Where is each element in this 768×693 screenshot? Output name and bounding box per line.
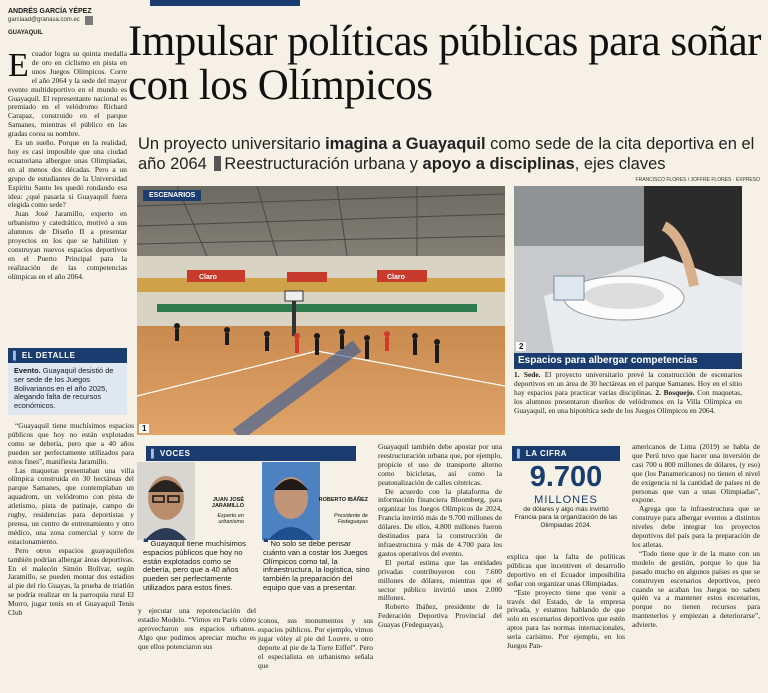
headline: Impulsar políticas públicas para soñar con los Olímpicos bbox=[128, 18, 761, 109]
subhead-part1: Un proyecto universitario bbox=[138, 135, 326, 153]
paragraph: “Guayaquil tiene muchísimos espacios públicos que hoy no están explotados como se debería, pero que a 40 años pueden ser perfectamente utilizados para estos fines”, manifiesta Jaramillo. bbox=[8, 421, 134, 466]
subhead-bold2: apoyo a disciplinas bbox=[422, 155, 575, 173]
paragraph: Las maquetas presentaban una villa olímpica construida en 30 hectáreas del parque Samanes, que contemplaban un aquadrom, un velódromo con pista de atletismo, pista de patinaje, campo de rugby, residencias para deportistas y prensa, un centro de entrenamiento y otro médico, una zona comercial y torre de estacionamiento. bbox=[8, 465, 134, 546]
court-banner: Claro bbox=[199, 274, 217, 281]
paragraph: americanos de Lima (2019) se habla de que Perú tuvo que hacer una inversión de casi 700 u 800 millones de dólares, (y eso) que (los Panamericanos) no tienen el nivel de exigencia ni la cantidad de países ni de personas que van a unas Olimpiadas”, expone. bbox=[632, 442, 760, 505]
article-col5 bbox=[507, 553, 625, 651]
caption-n2: 2. Bosquejo. bbox=[655, 387, 695, 397]
voice-quote bbox=[263, 540, 371, 593]
paragraph: cuador logra su quinta medalla de oro en ciclismo en pista en unos Juegos Olímpicos. Corre el año 2064 y la sede del mayor evento multideportivo en el mundo es Guayaquil. El representante nacional es premiado en el velódromo Richard Carapaz, construido en el parque Samanes, mientras el público en las gradas corea su nombre. bbox=[8, 49, 127, 139]
voice-role: Presidente de Fedeguayas bbox=[334, 513, 368, 525]
article-col1b bbox=[8, 422, 134, 618]
detalle-text: Guayaquil desistió de ser sede de los Juegos Bolivarianos en el año 2025, alegando falta de recursos económicos. bbox=[14, 366, 114, 411]
paragraph: “Este proyecto tiene que venir a través del Estado, de la empresa privada, y estamos hablando de que solo en escenarios deportivos que estén aptos para las normas internacionales, sería carísimo. Por ejemplo, en los Juegos Pan- bbox=[507, 587, 625, 651]
cifra-number: 9.700 bbox=[529, 461, 603, 493]
photo-number: 2 bbox=[516, 342, 526, 351]
portrait-image bbox=[137, 462, 195, 540]
paragraph: De acuerdo con la plataforma de información financiera Bloomberg, para organizar los Juegos Olímpicos de 2024, Francia invirtió más de 9.700 millones de dólares. De ellos, 4.800 millones fueron destinados para la construcción de infraestructura y más de 4.700 para los gastos operativos del evento. bbox=[378, 486, 502, 558]
cifra-box bbox=[512, 446, 620, 530]
voice-name: JUAN JOSÉ JARAMILLO bbox=[211, 497, 244, 509]
paragraph: El portal estima que las entidades privadas contribuyeron con 7.600 millones de dólares, mientras que el sector público invirtió unos 2.000 millones. bbox=[378, 557, 502, 603]
quote-icon: ❝ bbox=[263, 538, 269, 549]
caption-body bbox=[514, 371, 742, 416]
paragraph: “Todo tiene que ir de la mano con un modelo de gestión, porque lo que ha pasado mucho en algunos países es que se construyen escenarios deportivos, pero cuando se acaban los Juegos no saben quién va a mantener estos escenarios, porque no tienen recursos para mantenerlos y empiezan a deteriorarse”, advierte. bbox=[632, 548, 760, 630]
voces-box bbox=[146, 446, 366, 461]
photo-label: ESCENARIOS bbox=[143, 190, 201, 201]
caption-n1: 1. Sede. bbox=[514, 370, 541, 379]
paragraph: Guayaquil también debe apostar por una reestructuración urbana que, por ejemplo, propicie el uso de transporte alterno como bicicletas, así como la peatonalización de calles céntricas. bbox=[378, 442, 502, 487]
paragraph: Pero otros espacios guayaquileños también podrían albergar áreas deportivas. En el malecón Simón Bolívar, según Jaramillo, se pueden montar dos estadios al pie del río Guayas, la prueba de triatlón se podría realizar en la parroquia rural El Morro, jugar tenis en el Guayaquil Tenis Club bbox=[8, 545, 134, 618]
photo-stadium bbox=[137, 186, 505, 435]
subhead-part3: Reestructuración urbana y bbox=[224, 155, 423, 173]
detalle-lead: Evento. bbox=[14, 366, 41, 375]
paragraph: explica que la falta de políticas públicas que incentiven el desarrollo deportivo en el Ecuador imposibilita soñar con organizar unas Olimpiadas. bbox=[507, 552, 625, 588]
article-col4 bbox=[378, 443, 502, 630]
byline-author: ANDRÉS GARCÍA YÉPEZ bbox=[8, 8, 92, 15]
dropcap: E bbox=[8, 47, 29, 84]
subhead-bold1: imagina a Guayaquil bbox=[325, 135, 486, 153]
portrait-image bbox=[262, 462, 320, 540]
quote-text: No solo se debe pensar cuánto van a costar los Juegos Olímpicos como tal, la infraestructura, la logística, sino también la preparación del equipo que vas a presentar. bbox=[263, 539, 370, 592]
voice-role: Experto en urbanismo bbox=[217, 513, 244, 525]
photo-credit: FRANCISCO FLORES / JOFFRE FLORES · EXPRESO bbox=[635, 177, 760, 183]
stadium-image bbox=[137, 186, 505, 435]
model-image bbox=[514, 186, 742, 353]
cifra-unit: MILLONES bbox=[534, 494, 598, 506]
paragraph: Agrega que la infraestructura que se construye para albergar eventos a distintos niveles debe integrar los proyectos deportivos del país para la preparación de los atletas. bbox=[632, 504, 760, 549]
photo-model bbox=[514, 186, 742, 353]
paragraph: Juan José Jaramillo, experto en urbanismo y catedrático, motivó a sus alumnos de Diseño II a presentar proyectos en los que se habiliten y construyan nuevos espacios deportivos en el Puerto Principal para la realización de las competencias olímpicas en el año 2064. bbox=[8, 209, 127, 281]
court-banner: Claro bbox=[387, 274, 405, 281]
top-strip bbox=[150, 0, 300, 6]
article-col6 bbox=[632, 443, 760, 630]
email-icon bbox=[85, 16, 93, 25]
article-col1 bbox=[8, 47, 127, 282]
photo-number: 1 bbox=[139, 424, 149, 433]
subhead-part2: como sede de la cita deportiva en el año 2064 bbox=[138, 135, 755, 173]
voice-quote bbox=[143, 540, 260, 593]
caption-title: Espacios para albergar competencias bbox=[514, 353, 742, 369]
article-col3 bbox=[258, 617, 373, 670]
cifra-desc: de dólares y algo más invirtió Francia para la organización de las Olimpiadas 2024. bbox=[514, 506, 618, 529]
detalle-body bbox=[8, 363, 127, 415]
avatar-jaramillo bbox=[137, 462, 195, 540]
subhead-separator bbox=[214, 156, 221, 171]
detalle-heading: ▌ EL DETALLE bbox=[8, 348, 127, 363]
paragraph: Es un sueño. Porque en la realidad, hoy es casi imposible que una ciudad ecuatoriana albergue unas Olimpiadas, en al menos dos décadas. Pero a un grupo de estudiantes de la Universidad Espíritu Santo les quedó rondando esa idea: ¿qué pasaría si Guayaquil fuera elegida como sede? bbox=[8, 138, 127, 210]
subhead-part4: , ejes claves bbox=[574, 155, 666, 173]
voice-name: ROBERTO IBÁÑEZ bbox=[318, 497, 368, 503]
paragraph: íconos, sus monumentos y sus espacios públicos. Por ejemplo, vimos jugar vóley al pie del Louvre, u otro deporte al pie de la Torre Eiffel”. Pero el especialista en urbanismo señala que bbox=[258, 616, 373, 670]
byline-email: garciaad@granasa.com.ec bbox=[8, 17, 80, 23]
article-col2 bbox=[138, 607, 256, 652]
paragraph: y ejecutar una repotenciación del estadio Modelo. “Vimos en París cómo aprovecharon sus espacios urbanos. Algo que pudimos apreciar mucho es que ellos potenciaron sus bbox=[138, 606, 256, 651]
cifra-heading: ▌ LA CIFRA bbox=[512, 446, 620, 461]
voces-heading: ▌ VOCES bbox=[146, 446, 356, 461]
detalle-box bbox=[8, 348, 127, 415]
caption-t1: El proyecto universitario prevé la construcción de escenarios deportivos en un área de 30 hectáreas en el parque Samanes. Hoy en el sitio hay espacios para practicar varias disciplinas. bbox=[514, 370, 742, 397]
subhead bbox=[138, 134, 763, 174]
avatar-ibanez bbox=[262, 462, 320, 540]
paragraph: Roberto Ibáñez, presidente de la Federación Deportiva Provincial del Guayas (Fedeguayas), bbox=[378, 602, 502, 630]
quote-icon: ❝ bbox=[143, 538, 149, 549]
byline-city: GUAYAQUIL bbox=[8, 30, 43, 36]
caption-t2: Con maquetas, los alumnos presentaron diseños de velódromos en la Villa Olímpica en Guayaquil, en una hipotética sede de los Juegos Olímpicos en 2064. bbox=[514, 387, 742, 415]
quote-text: Guayaquil tiene muchísimos espacios públicos que hoy no están explotados como se debería, pero que a 40 años pueden ser perfectamente utilizados para estos fines. bbox=[143, 539, 246, 592]
